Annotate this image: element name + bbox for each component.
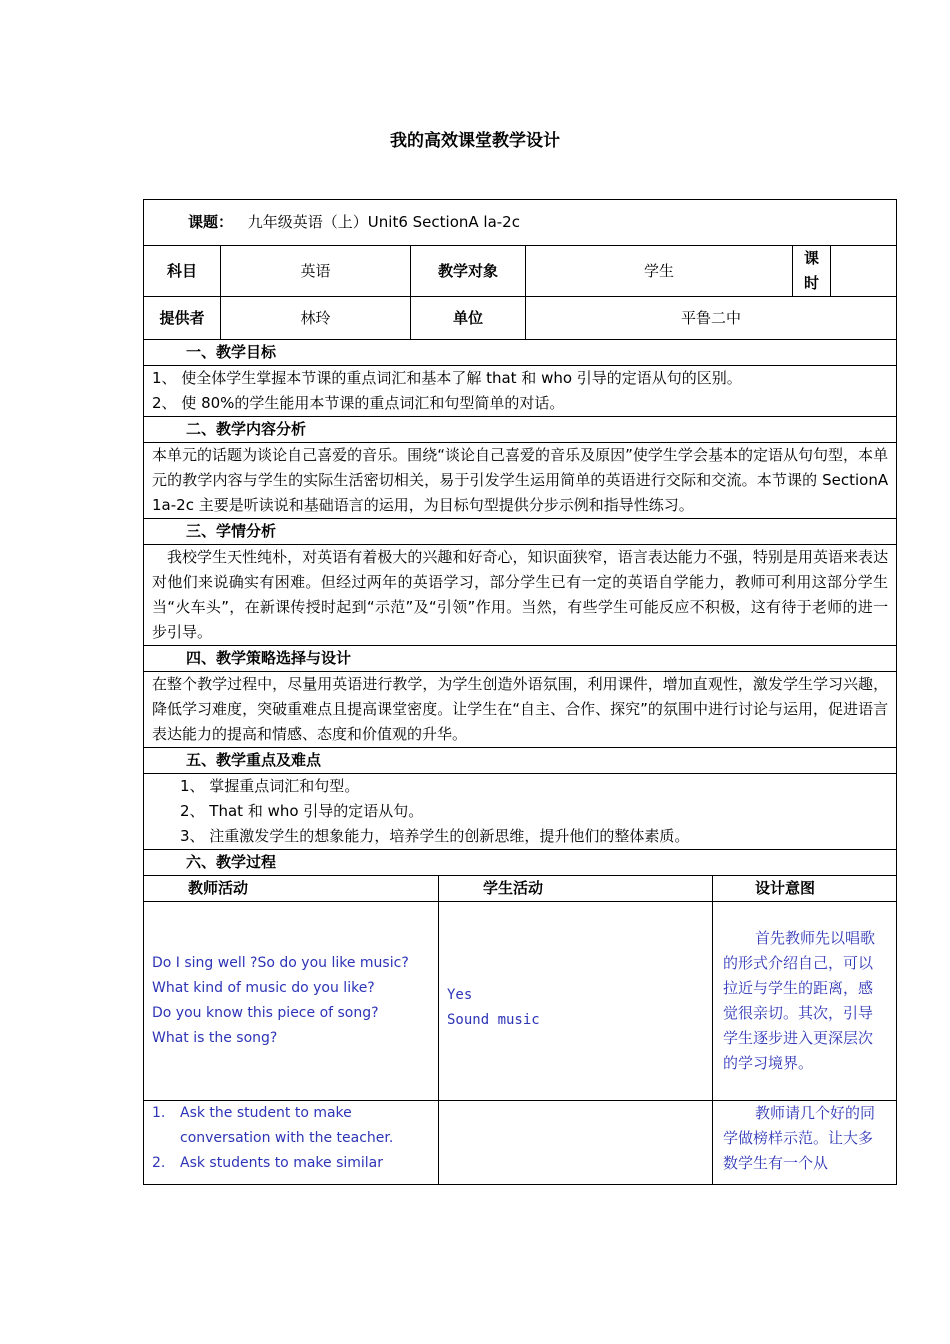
keypoints-heading-row: [144, 748, 897, 774]
teacher-step: [152, 1101, 430, 1151]
step-text-line: conversation with the teacher.: [180, 1130, 394, 1146]
teacher-question: What is the song?: [152, 1030, 278, 1046]
process-row-2: [144, 1101, 897, 1185]
subject-label: 科目: [144, 246, 221, 297]
teacher-question: Do you know this piece of song?: [152, 1005, 379, 1021]
period-label: 课时: [793, 246, 831, 297]
design-intent-1: 首先教师先以唱歌的形式介绍自己，可以拉近与学生的距离，感觉很亲切。其次，引导学生逐步进入更深层次的学习境界。: [713, 902, 897, 1101]
content-body-row: [144, 443, 897, 519]
goals-body-row: [144, 366, 897, 417]
keypoints-list: [144, 774, 897, 850]
teacher-activity-1: [144, 902, 439, 1101]
teacher-question: What kind of music do you like?: [152, 980, 375, 996]
col-header-teacher: 教师活动: [144, 876, 439, 902]
teacher-activity-2: [144, 1101, 439, 1185]
student-activity-2: [439, 1101, 713, 1185]
process-row-1: [144, 902, 897, 1101]
provider-value: 林玲: [221, 297, 411, 340]
student-activity-1: [439, 902, 713, 1101]
step-text: [180, 1101, 393, 1151]
step-number: 2.: [152, 1155, 166, 1171]
section-heading-keypoints: 五、教学重点及难点: [144, 748, 897, 774]
step-text-line: Ask the student to make: [180, 1105, 352, 1121]
unit-value: 平鲁二中: [526, 297, 897, 340]
students-body-row: [144, 545, 897, 646]
content-heading-row: [144, 417, 897, 443]
subject-row: [144, 246, 897, 297]
section-heading-goals: 一、教学目标: [144, 340, 897, 366]
lesson-plan-table: [143, 199, 897, 1185]
subject-value: 英语: [221, 246, 411, 297]
keypoint-item: 2、 That 和 who 引导的定语从句。: [180, 802, 424, 820]
topic-value: 九年级英语（上）Unit6 SectionA la-2c: [247, 213, 520, 231]
strategy-heading-row: [144, 646, 897, 672]
unit-label: 单位: [411, 297, 526, 340]
step-text-line: Ask students to make similar: [180, 1155, 384, 1171]
col-header-intent: 设计意图: [713, 876, 897, 902]
period-value: [831, 246, 897, 297]
teacher-step: [152, 1151, 430, 1176]
keypoint-item: 1、 掌握重点词汇和句型。: [180, 777, 360, 795]
process-heading-row: [144, 850, 897, 876]
student-answer: Yes: [447, 987, 473, 1003]
provider-row: [144, 297, 897, 340]
strategy-body-row: [144, 672, 897, 748]
students-heading-row: [144, 519, 897, 545]
topic-label: 课题：: [188, 213, 234, 231]
strategy-text: 在整个教学过程中，尽量用英语进行教学，为学生创造外语氛围，利用课件，增加直观性，激发学生学习兴趣，降低学习难度，突破重难点且提高课堂密度。让学生在“自主、合作、探究”的氛围中进行讨论与运用，促进语言表达能力的提高和情感、态度和价值观的升华。: [144, 672, 897, 748]
section-heading-process: 六、教学过程: [144, 850, 897, 876]
provider-label: 提供者: [144, 297, 221, 340]
process-columns-row: [144, 876, 897, 902]
student-analysis-text: 我校学生天性纯朴，对英语有着极大的兴趣和好奇心，知识面狭窄，语言表达能力不强，特别是用英语来表达对他们来说确实有困难。但经过两年的英语学习，部分学生已有一定的英语自学能力，教师可利用这部分学生当“火车头”，在新课传授时起到“示范”及“引领”作用。当然，有些学生可能反应不积极，这有待于老师的进一步引导。: [144, 545, 897, 646]
student-answer: Sound music: [447, 1012, 540, 1028]
col-header-student: 学生活动: [439, 876, 713, 902]
step-number: 1.: [152, 1105, 166, 1121]
design-intent-2: 教师请几个好的同学做榜样示范。让大多数学生有一个从: [713, 1101, 897, 1185]
keypoints-body-row: [144, 774, 897, 850]
goals-list: [144, 366, 897, 417]
goal-item: 1、 使全体学生掌握本节课的重点词汇和基本了解 that 和 who 引导的定语从句的区别。: [152, 369, 742, 387]
goal-item: 2、 使 80%的学生能用本节课的重点词汇和句型简单的对话。: [152, 394, 565, 412]
keypoint-item: 3、 注重激发学生的想象能力，培养学生的创新思维，提升他们的整体素质。: [180, 827, 690, 845]
audience-value: 学生: [526, 246, 793, 297]
topic-cell: [144, 200, 897, 246]
goals-heading-row: [144, 340, 897, 366]
content-analysis-text: 本单元的话题为谈论自己喜爱的音乐。围绕“谈论自己喜爱的音乐及原因”使学生学会基本的定语从句句型，本单元的教学内容与学生的实际生活密切相关，易于引发学生运用简单的英语进行交际和交流。本节课的 SectionA 1a-2c 主要是听读说和基础语言的运用，为目标句型提供分步示例和指导性练习。: [144, 443, 897, 519]
document-title: 我的高效课堂教学设计: [390, 131, 560, 151]
teacher-question: Do I sing well ?So do you like music?: [152, 955, 409, 971]
topic-row: [144, 200, 897, 246]
section-heading-content: 二、教学内容分析: [144, 417, 897, 443]
section-heading-students: 三、学情分析: [144, 519, 897, 545]
section-heading-strategy: 四、教学策略选择与设计: [144, 646, 897, 672]
audience-label: 教学对象: [411, 246, 526, 297]
